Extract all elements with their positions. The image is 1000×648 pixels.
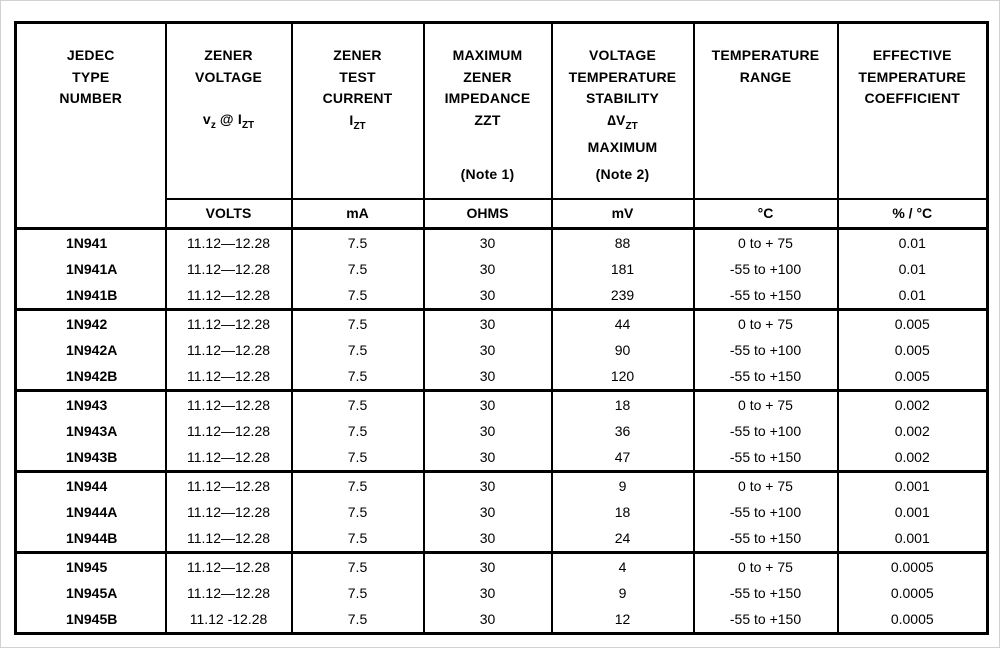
cell-zener-voltage: 11.12—12.28 [166,499,292,525]
cell-zener-voltage: 11.12—12.28 [166,363,292,391]
header-note-1: (Note 1) [460,165,515,182]
cell-temp-stability: 12 [552,606,694,634]
cell-temp-coefficient: 0.01 [838,229,988,257]
header-line: TEMPERATURE [711,47,820,63]
cell-temp-coefficient: 0.005 [838,310,988,338]
cell-temp-range: -55 to +150 [694,606,838,634]
cell-test-current: 7.5 [292,229,424,257]
header-line: RANGE [739,68,792,85]
header-effective-temp-coefficient [838,23,988,200]
header-row [16,23,988,200]
cell-zener-impedance: 30 [424,229,552,257]
cell-temp-coefficient: 0.0005 [838,606,988,634]
cell-test-current: 7.5 [292,580,424,606]
cell-temp-coefficient: 0.001 [838,525,988,553]
table-row [16,525,988,553]
cell-type-number: 1N941 [16,229,166,257]
table-row [16,229,988,257]
cell-type-number: 1N944 [16,472,166,500]
cell-temp-range: 0 to + 75 [694,553,838,581]
unit-ma: mA [292,199,424,229]
table-header [16,23,988,229]
table-row [16,472,988,500]
cell-temp-range: -55 to +100 [694,418,838,444]
table-row [16,363,988,391]
table-row [16,606,988,634]
header-temperature-range [694,23,838,200]
cell-zener-impedance: 30 [424,418,552,444]
cell-zener-voltage: 11.12—12.28 [166,337,292,363]
unit-ohms: OHMS [424,199,552,229]
cell-type-number: 1N941A [16,256,166,282]
cell-temp-stability: 36 [552,418,694,444]
table-row [16,256,988,282]
header-voltage-temp-stability [552,23,694,200]
cell-temp-coefficient: 0.0005 [838,580,988,606]
cell-zener-voltage: 11.12—12.28 [166,310,292,338]
cell-temp-stability: 90 [552,337,694,363]
header-formula-izt [349,110,365,138]
cell-type-number: 1N942B [16,363,166,391]
header-line: MAXIMUM [587,139,658,155]
table-row [16,553,988,581]
cell-zener-impedance: 30 [424,553,552,581]
cell-zener-impedance: 30 [424,472,552,500]
header-jedec-type-number [16,23,166,229]
header-line: TEST [339,68,376,85]
cell-zener-impedance: 30 [424,310,552,338]
cell-temp-coefficient: 0.005 [838,363,988,391]
cell-temp-range: 0 to + 75 [694,472,838,500]
cell-zener-voltage: 11.12—12.28 [166,418,292,444]
table-row [16,418,988,444]
cell-temp-range: -55 to +100 [694,499,838,525]
unit-mv: mV [552,199,694,229]
cell-temp-range: -55 to +150 [694,444,838,472]
header-line: EFFECTIVE [872,47,952,63]
table-row [16,391,988,419]
cell-temp-coefficient: 0.0005 [838,553,988,581]
cell-temp-stability: 4 [552,553,694,581]
cell-zener-voltage: 11.12—12.28 [166,282,292,310]
cell-test-current: 7.5 [292,391,424,419]
cell-zener-voltage: 11.12—12.28 [166,553,292,581]
cell-test-current: 7.5 [292,553,424,581]
header-line: MAXIMUM [452,47,523,63]
cell-temp-range: 0 to + 75 [694,310,838,338]
cell-zener-voltage: 11.12—12.28 [166,472,292,500]
cell-test-current: 7.5 [292,525,424,553]
header-line: COEFFICIENT [864,90,961,106]
cell-temp-coefficient: 0.005 [838,337,988,363]
cell-test-current: 7.5 [292,418,424,444]
cell-zener-impedance: 30 [424,606,552,634]
cell-test-current: 7.5 [292,499,424,525]
header-line: ZENER [463,68,512,85]
cell-zener-impedance: 30 [424,256,552,282]
cell-zener-impedance: 30 [424,337,552,363]
cell-temp-stability: 88 [552,229,694,257]
cell-type-number: 1N944B [16,525,166,553]
table-row [16,337,988,363]
header-line: TEMPERATURE [568,68,677,85]
cell-temp-range: -55 to +150 [694,525,838,553]
cell-test-current: 7.5 [292,472,424,500]
cell-temp-stability: 181 [552,256,694,282]
cell-temp-range: -55 to +100 [694,256,838,282]
formula-subscript: ZT [241,120,255,131]
cell-temp-coefficient: 0.001 [838,499,988,525]
header-line: STABILITY [585,90,660,106]
header-line: JEDEC [66,47,115,63]
cell-test-current: 7.5 [292,444,424,472]
cell-test-current: 7.5 [292,363,424,391]
cell-temp-coefficient: 0.01 [838,282,988,310]
cell-type-number: 1N942 [16,310,166,338]
cell-temp-stability: 120 [552,363,694,391]
cell-type-number: 1N943 [16,391,166,419]
header-line: TYPE [72,68,110,85]
cell-test-current: 7.5 [292,282,424,310]
cell-zener-impedance: 30 [424,363,552,391]
cell-temp-range: 0 to + 75 [694,391,838,419]
header-line: NUMBER [59,90,123,106]
cell-type-number: 1N943A [16,418,166,444]
table-row [16,282,988,310]
table-row [16,310,988,338]
cell-type-number: 1N945 [16,553,166,581]
header-zener-test-current [292,23,424,200]
cell-test-current: 7.5 [292,606,424,634]
cell-temp-coefficient: 0.002 [838,418,988,444]
header-line: TEMPERATURE [858,68,967,85]
cell-zener-voltage: 11.12—12.28 [166,580,292,606]
cell-temp-coefficient: 0.002 [838,444,988,472]
table-body [16,229,988,634]
cell-zener-voltage: 11.12—12.28 [166,391,292,419]
cell-type-number: 1N942A [16,337,166,363]
table-row [16,580,988,606]
cell-temp-coefficient: 0.001 [838,472,988,500]
cell-temp-range: -55 to +150 [694,580,838,606]
formula-base: I [349,111,354,128]
header-line: IMPEDANCE [444,90,531,106]
cell-zener-impedance: 30 [424,525,552,553]
cell-type-number: 1N944A [16,499,166,525]
unit-volts: VOLTS [166,199,292,229]
cell-zener-impedance: 30 [424,580,552,606]
cell-zener-impedance: 30 [424,391,552,419]
cell-type-number: 1N943B [16,444,166,472]
formula-subscript: ZT [353,120,366,132]
formula-subscript: z [210,120,216,131]
cell-temp-stability: 47 [552,444,694,472]
cell-temp-stability: 18 [552,391,694,419]
header-formula-vz-izt [203,109,254,137]
header-line: VOLTAGE [195,68,262,85]
cell-temp-range: -55 to +150 [694,282,838,310]
formula-mid: @ I [215,111,242,127]
cell-type-number: 1N945B [16,606,166,634]
cell-temp-stability: 44 [552,310,694,338]
cell-type-number: 1N941B [16,282,166,310]
cell-zener-voltage: 11.12 -12.28 [166,606,292,634]
cell-temp-coefficient: 0.002 [838,391,988,419]
header-formula-delta-vzt [607,110,638,138]
header-line: VOLTAGE [589,47,656,63]
header-zener-voltage [166,23,292,200]
cell-temp-stability: 9 [552,580,694,606]
cell-zener-impedance: 30 [424,282,552,310]
cell-type-number: 1N945A [16,580,166,606]
cell-temp-stability: 18 [552,499,694,525]
cell-zener-impedance: 30 [424,499,552,525]
cell-test-current: 7.5 [292,310,424,338]
cell-temp-coefficient: 0.01 [838,256,988,282]
cell-test-current: 7.5 [292,337,424,363]
header-max-zener-impedance [424,23,552,200]
cell-temp-range: -55 to +150 [694,363,838,391]
formula-base: v [202,111,211,127]
spec-table [14,21,989,635]
header-line: ZENER [333,47,382,63]
cell-zener-voltage: 11.12—12.28 [166,229,292,257]
cell-zener-impedance: 30 [424,444,552,472]
cell-zener-voltage: 11.12—12.28 [166,256,292,282]
cell-temp-stability: 24 [552,525,694,553]
cell-zener-voltage: 11.12—12.28 [166,444,292,472]
cell-test-current: 7.5 [292,256,424,282]
cell-temp-stability: 239 [552,282,694,310]
header-line: CURRENT [322,90,393,106]
cell-temp-range: 0 to + 75 [694,229,838,257]
unit-percent-per-degree-c: % / °C [838,199,988,229]
header-line: ZZT [474,111,501,128]
header-note-2: (Note 2) [595,165,650,182]
unit-degrees-c: °C [694,199,838,229]
table-row [16,499,988,525]
table-row [16,444,988,472]
header-line: ZENER [204,47,253,63]
formula-base: ∆V [607,111,626,128]
cell-temp-stability: 9 [552,472,694,500]
cell-zener-voltage: 11.12—12.28 [166,525,292,553]
formula-subscript: ZT [625,120,638,132]
cell-temp-range: -55 to +100 [694,337,838,363]
